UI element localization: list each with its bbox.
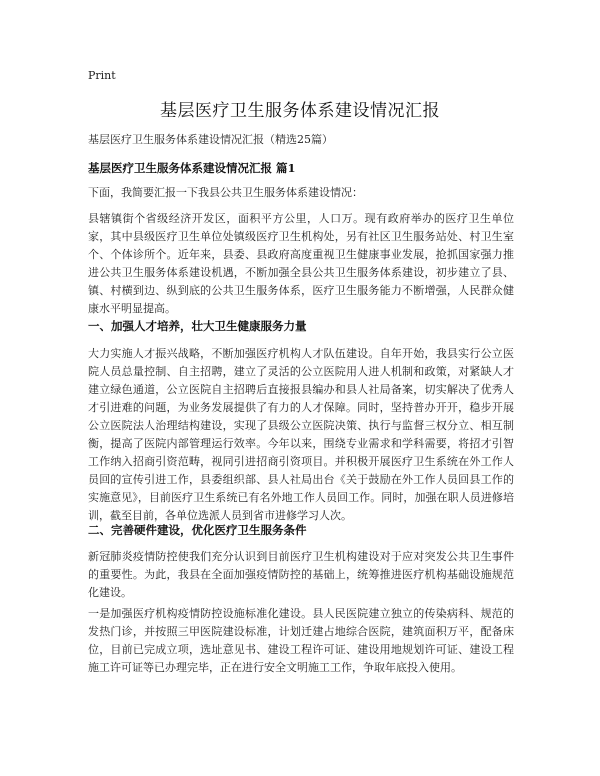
article-heading: 基层医疗卫生服务体系建设情况汇报 篇1: [88, 161, 296, 175]
subtitle: 基层医疗卫生服务体系建设情况汇报（精选25篇）: [88, 133, 333, 146]
section-1-heading: 一、加强人才培养，壮大卫生健康服务力量: [88, 319, 307, 333]
paragraph-2: 大力实施人才振兴战略，不断加强医疗机构人才队伍建设。自年开始，我县实行公立医院人员总量控制、自主招聘，建立了灵活的公立医院用人进人机制和政策，对紧缺人才建立绿色通道，公立医院自主招聘后直接报县编办和县人社局备案，切实解决了优秀人才引进难的问题，为业务发展提供了有力的人才保障。同时，坚持普办开开，稳步开展公立医院法人治理结构建设，实现了县级公立医院决策、执行与监督三权分立、相互制衡，提高了医院内部管理运行效率。今年以来，围绕专业需求和学科需要，将招才引智工作纳入招商引资范畴，视同引进招商引资项目。并积极开展医疗卫生系统在外工作人员回的宣传引进工作，县委组织部、县人社局出台《关于鼓励在外工作人员回县工作的实施意见》，目前医疗卫生系统已有名外地工作人员回工作。同时，加强在职人员进修培训，截至目前，各单位选派人员到省市进修学习人次。: [88, 347, 514, 522]
paragraph-4: 一是加强医疗机构疫情防控设施标准化建设。县人民医院建立独立的传染病科、规范的发热门诊，并按照三甲医院建设标准，计划迁建占地综合医院，建筑面积万平，配备床位，目前已完成立项，选址意见书、建设工程许可证、建设用地规划许可证、建设工程施工许可证等已办理完毕，正在进行安全文明施工工作，争取年底投入使用。: [88, 607, 514, 674]
paragraph-1: 县辖镇街个省级经济开发区，面积平方公里，人口万。现有政府举办的医疗卫生单位家，其中县级医疗卫生单位处镇级医疗卫生机构处，另有社区卫生服务站处、村卫生室个、个体诊所个。近年来，县委、县政府高度重视卫生健康事业发展，抢抓国家强力推进公共卫生服务体系建设机遇，不断加强全县公共卫生服务体系建设，初步建立了县、镇、村横到边、纵到底的公共卫生服务体系，医疗卫生服务能力不断增强，人民群众健康水平明显提高。: [88, 212, 514, 315]
section-2-heading: 二、完善硬件建设，优化医疗卫生服务条件: [88, 523, 307, 537]
paragraph-3: 新冠肺炎疫情防控使我们充分认识到目前医疗卫生机构建设对于应对突发公共卫生事件的重要性。为此，我县在全面加强疫情防控的基础上，统筹推进医疗机构基础设施规范化建设。: [88, 550, 514, 599]
document-title: 基层医疗卫生服务体系建设情况汇报: [160, 101, 440, 121]
intro-paragraph: 下面，我简要汇报一下我县公共卫生服务体系建设情况：: [88, 186, 363, 199]
print-label: Print: [88, 69, 116, 82]
